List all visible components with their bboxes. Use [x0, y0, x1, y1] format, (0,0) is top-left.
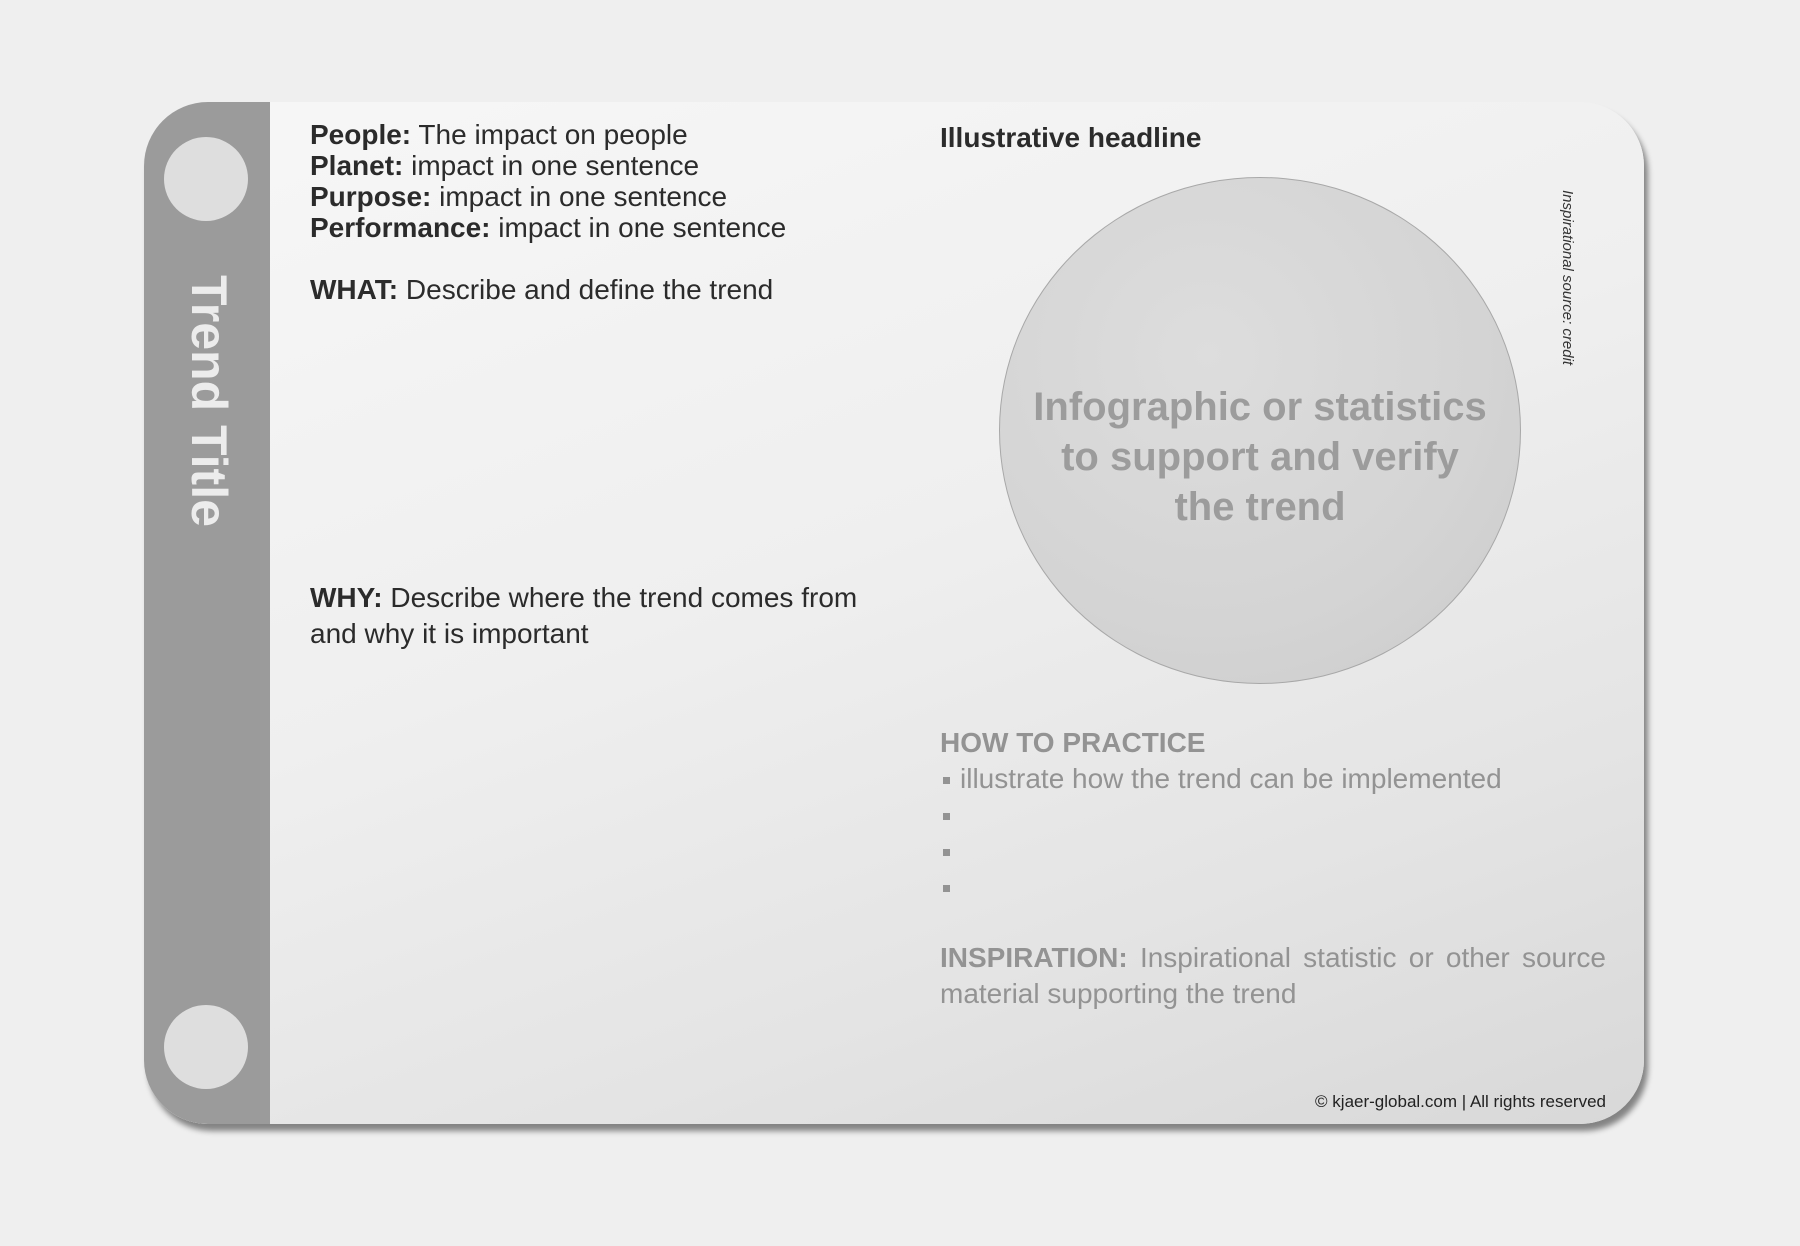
people-text: The impact on people — [418, 119, 688, 150]
inspiration-label: INSPIRATION: — [940, 942, 1128, 973]
performance-label: Performance: — [310, 212, 491, 243]
punch-hole-top — [164, 137, 248, 221]
list-item — [940, 797, 1502, 833]
performance-text: impact in one sentence — [498, 212, 787, 243]
purpose-text: impact in one sentence — [439, 181, 728, 212]
side-strip — [144, 102, 270, 1124]
infographic-line2: to support and verify — [1061, 435, 1459, 479]
performance-line — [310, 210, 786, 246]
why-label: WHY: — [310, 582, 383, 613]
what-text: Describe and define the trend — [405, 274, 774, 305]
illustrative-headline: Illustrative headline — [940, 122, 1202, 153]
planet-label: Planet: — [310, 150, 404, 181]
copyright-notice: © kjaer-global.com | All rights reserved — [1315, 1092, 1606, 1111]
source-credit: Inspirational source: credit — [1559, 190, 1576, 366]
why-text-line2: and why it is important — [310, 618, 589, 649]
what-line — [310, 272, 773, 308]
list-item — [940, 833, 1502, 869]
punch-hole-bottom — [164, 1005, 248, 1089]
practice-list — [940, 761, 1502, 905]
infographic-line3: the trend — [1174, 485, 1346, 529]
infographic-line1: Infographic or statistics — [1033, 385, 1487, 429]
why-text-line1: Describe where the trend comes from — [390, 582, 858, 613]
list-item — [940, 869, 1502, 905]
what-label: WHAT: — [310, 274, 399, 305]
infographic-text — [1000, 382, 1520, 532]
why-block — [310, 580, 857, 652]
trend-card — [144, 102, 1644, 1124]
how-to-practice-title: HOW TO PRACTICE — [940, 727, 1206, 758]
inspiration-text: Inspirational statistic or other source material supporting the trend — [940, 942, 1606, 1009]
trend-title: Trend Title — [181, 275, 237, 527]
infographic-placeholder — [999, 177, 1521, 684]
planet-text: impact in one sentence — [411, 150, 700, 181]
purpose-label: Purpose: — [310, 181, 432, 212]
people-label: People: — [310, 119, 412, 150]
list-item: illustrate how the trend can be implemented — [940, 761, 1502, 797]
inspiration-block — [940, 940, 1606, 1012]
trend-title-container — [180, 275, 237, 545]
